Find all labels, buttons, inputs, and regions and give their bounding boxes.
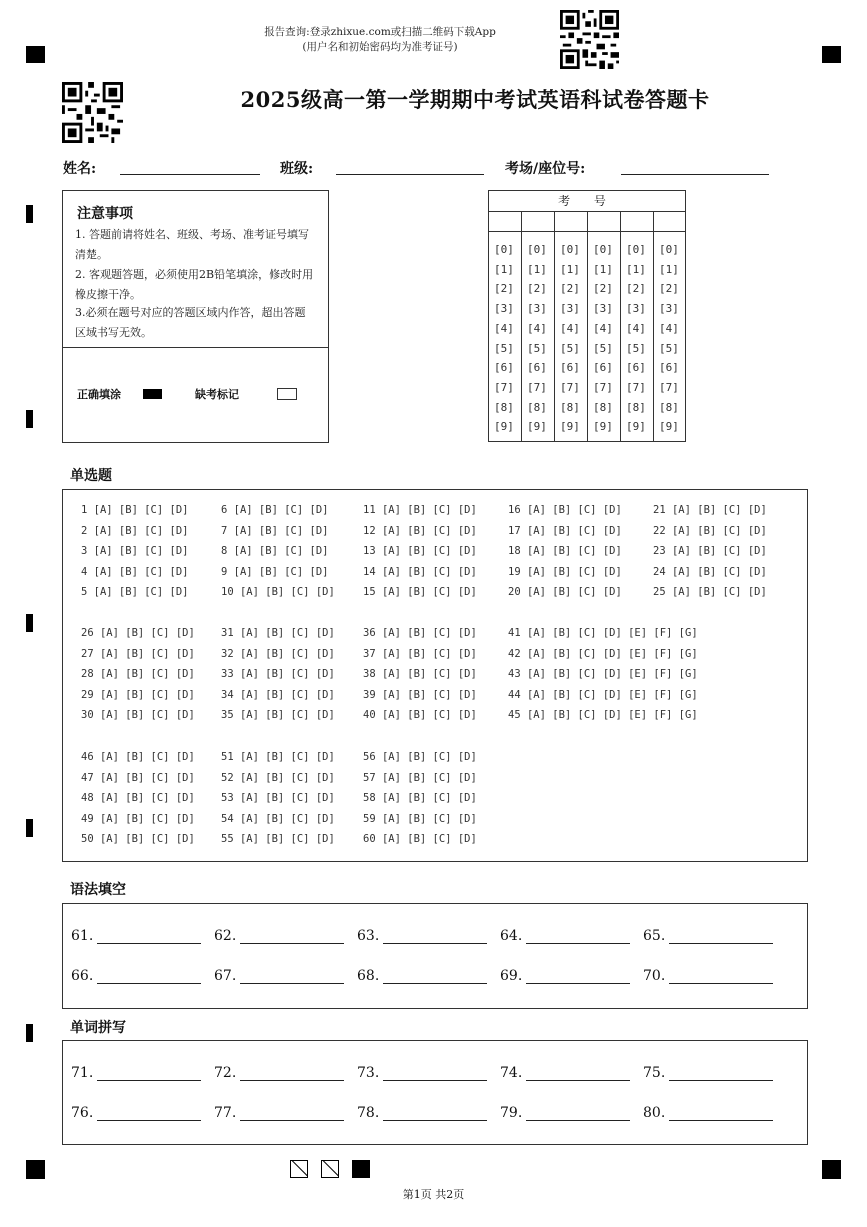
exam-digit-bubble[interactable]: [4] <box>593 321 613 335</box>
choice-question[interactable]: 41 [A] [B] [C] [D] [E] [F] [G] <box>508 627 698 639</box>
choice-question[interactable]: 6 [A] [B] [C] [D] <box>221 504 329 516</box>
exam-digit-bubble[interactable]: [8] <box>527 400 547 414</box>
answer-line[interactable] <box>383 1120 487 1121</box>
page-number: 第1页 共2页 <box>402 1188 465 1201</box>
choice-question[interactable]: 37 [A] [B] [C] [D] <box>363 647 477 660</box>
exam-digit-bubble[interactable]: [6] <box>527 361 547 375</box>
answer-line[interactable] <box>97 1120 201 1121</box>
answer-line[interactable] <box>526 1080 630 1081</box>
choice-question[interactable]: 48 [A] [B] [C] [D] <box>81 792 195 805</box>
correct-fill-sample <box>143 389 162 399</box>
exam-digit-bubble[interactable]: [0] <box>527 243 547 256</box>
grammar-title: 语法填空 <box>70 882 126 898</box>
exam-digit-bubble[interactable]: [8] <box>626 400 646 414</box>
choice-question[interactable]: 42 [A] [B] [C] [D] [E] [F] [G] <box>508 647 698 660</box>
choice-question[interactable]: 18 [A] [B] [C] [D] <box>508 545 622 558</box>
question-number: 73. <box>357 1065 380 1081</box>
answer-line[interactable] <box>383 983 487 984</box>
exam-digit-bubble[interactable]: [8] <box>593 400 613 414</box>
answer-line[interactable] <box>240 983 344 984</box>
choice-question[interactable]: 26 [A] [B] [C] [D] <box>81 627 195 639</box>
choice-question[interactable]: 43 [A] [B] [C] [D] [E] [F] [G] <box>508 668 698 681</box>
timing-mark <box>26 205 33 223</box>
class-field[interactable] <box>336 174 484 175</box>
answer-line[interactable] <box>240 1080 344 1081</box>
exam-number-grid <box>488 190 686 442</box>
choice-question[interactable]: 45 [A] [B] [C] [D] [E] [F] [G] <box>508 709 698 722</box>
exam-digit-bubble[interactable]: [7] <box>659 380 679 394</box>
qr-code-top <box>560 10 619 69</box>
choice-question[interactable]: 36 [A] [B] [C] [D] <box>363 627 477 639</box>
exam-digit-bubble[interactable]: [4] <box>626 321 646 335</box>
question-number: 63. <box>357 928 380 944</box>
exam-digit-bubble[interactable]: [9] <box>659 420 679 434</box>
exam-digit-bubble[interactable]: [4] <box>527 321 547 335</box>
exam-digit-bubble[interactable]: [1] <box>560 262 580 276</box>
exam-digit-bubble[interactable]: [6] <box>659 361 679 375</box>
answer-line[interactable] <box>97 1080 201 1081</box>
exam-digit-bubble[interactable]: [2] <box>527 282 547 296</box>
single-choice-box <box>62 489 808 862</box>
choice-question[interactable]: 44 [A] [B] [C] [D] [E] [F] [G] <box>508 688 698 701</box>
registration-mark <box>26 46 45 63</box>
choice-question[interactable]: 5 [A] [B] [C] [D] <box>81 586 189 599</box>
answer-line[interactable] <box>383 1080 487 1081</box>
choice-question[interactable]: 39 [A] [B] [C] [D] <box>363 688 477 701</box>
grammar-box <box>62 903 808 1009</box>
exam-digit-bubble[interactable]: [2] <box>626 282 646 296</box>
registration-mark <box>822 1160 841 1179</box>
choice-question[interactable]: 29 [A] [B] [C] [D] <box>81 688 195 701</box>
answer-line[interactable] <box>669 943 773 944</box>
choice-question[interactable]: 19 [A] [B] [C] [D] <box>508 565 622 578</box>
exam-digit-bubble[interactable]: [1] <box>626 262 646 276</box>
name-field[interactable] <box>120 174 260 175</box>
report-query-line2: (用户名和初始密码均为准考证号) <box>302 41 458 53</box>
exam-digit-bubble[interactable]: [2] <box>593 282 613 296</box>
timing-mark <box>26 819 33 837</box>
choice-question[interactable]: 49 [A] [B] [C] [D] <box>81 812 195 825</box>
choice-question[interactable]: 9 [A] [B] [C] [D] <box>221 565 329 578</box>
exam-digit-bubble[interactable]: [2] <box>560 282 580 296</box>
choice-question[interactable]: 52 [A] [B] [C] [D] <box>221 771 335 784</box>
question-number: 64. <box>500 928 523 944</box>
choice-question[interactable]: 14 [A] [B] [C] [D] <box>363 565 477 578</box>
registration-mark <box>26 1160 45 1179</box>
timing-mark <box>26 1024 33 1042</box>
timing-mark <box>26 614 33 632</box>
correct-fill-label: 正确填涂 <box>77 388 121 401</box>
exam-digit-bubble[interactable]: [5] <box>659 341 679 355</box>
notes-title: 注意事项 <box>77 206 133 222</box>
page-mark-hatched <box>321 1160 339 1178</box>
choice-question[interactable]: 20 [A] [B] [C] [D] <box>508 586 622 599</box>
question-number: 69. <box>500 968 523 984</box>
choice-question[interactable]: 8 [A] [B] [C] [D] <box>221 545 329 558</box>
exam-digit-bubble[interactable]: [7] <box>527 380 547 394</box>
question-number: 71. <box>71 1065 94 1081</box>
exam-digit-bubble[interactable]: [0] <box>659 243 679 256</box>
question-number: 72. <box>214 1065 237 1081</box>
exam-digit-bubble[interactable]: [3] <box>494 302 514 316</box>
question-number: 80. <box>643 1105 666 1121</box>
answer-line[interactable] <box>97 983 201 984</box>
answer-line[interactable] <box>669 1120 773 1121</box>
exam-digit-bubble[interactable]: [2] <box>659 282 679 296</box>
answer-line[interactable] <box>669 983 773 984</box>
exam-digit-bubble[interactable]: [7] <box>593 380 613 394</box>
question-number: 67. <box>214 968 237 984</box>
question-number: 74. <box>500 1065 523 1081</box>
exam-digit-bubble[interactable]: [7] <box>494 380 514 394</box>
page-title: 2025级高一第一学期期中考试英语科试卷答题卡 <box>240 87 710 112</box>
choice-question[interactable]: 58 [A] [B] [C] [D] <box>363 792 477 805</box>
choice-question[interactable]: 12 [A] [B] [C] [D] <box>363 524 477 537</box>
choice-question[interactable]: 31 [A] [B] [C] [D] <box>221 627 335 639</box>
notes-item: 3.必须在题号对应的答题区域内作答，超出答题区域书写无效。 <box>75 306 306 339</box>
exam-digit-bubble[interactable]: [4] <box>659 321 679 335</box>
report-query-line1: 报告查询:登录zhixue.com或扫描二维码下载App <box>264 26 496 38</box>
choice-question[interactable]: 10 [A] [B] [C] [D] <box>221 586 335 599</box>
question-number: 66. <box>71 968 94 984</box>
choice-question[interactable]: 59 [A] [B] [C] [D] <box>363 812 477 825</box>
answer-line[interactable] <box>240 1120 344 1121</box>
choice-question[interactable]: 57 [A] [B] [C] [D] <box>363 771 477 784</box>
exam-digit-bubble[interactable]: [1] <box>659 262 679 276</box>
exam-digit-bubble[interactable]: [5] <box>494 341 514 355</box>
exam-digit-bubble[interactable]: [4] <box>494 321 514 335</box>
exam-digit-bubble[interactable]: [0] <box>560 243 580 256</box>
choice-question[interactable]: 51 [A] [B] [C] [D] <box>221 751 335 763</box>
exam-digit-bubble[interactable]: [5] <box>593 341 613 355</box>
choice-question[interactable]: 21 [A] [B] [C] [D] <box>653 504 767 516</box>
notes-box <box>62 190 329 443</box>
exam-digit-bubble[interactable]: [1] <box>527 262 547 276</box>
question-number: 61. <box>71 928 94 944</box>
exam-digit-bubble[interactable]: [2] <box>494 282 514 296</box>
answer-line[interactable] <box>240 943 344 944</box>
exam-digit-bubble[interactable]: [9] <box>494 420 514 434</box>
exam-number-header: 考 号 <box>489 191 685 212</box>
choice-question[interactable]: 7 [A] [B] [C] [D] <box>221 524 329 537</box>
choice-question[interactable]: 13 [A] [B] [C] [D] <box>363 545 477 558</box>
exam-digit-bubble[interactable]: [1] <box>593 262 613 276</box>
choice-question[interactable]: 2 [A] [B] [C] [D] <box>81 524 189 537</box>
exam-digit-bubble[interactable]: [9] <box>593 420 613 434</box>
exam-digit-bubble[interactable]: [5] <box>626 341 646 355</box>
choice-question[interactable]: 11 [A] [B] [C] [D] <box>363 504 477 516</box>
exam-digit-bubble[interactable]: [6] <box>560 361 580 375</box>
choice-question[interactable]: 60 [A] [B] [C] [D] <box>363 833 477 846</box>
absent-mark-box[interactable] <box>277 388 297 400</box>
question-number: 78. <box>357 1105 380 1121</box>
exam-digit-bubble[interactable]: [0] <box>494 243 514 256</box>
divider <box>63 347 328 348</box>
exam-digit-bubble[interactable]: [8] <box>560 400 580 414</box>
question-number: 68. <box>357 968 380 984</box>
choice-question[interactable]: 46 [A] [B] [C] [D] <box>81 751 195 763</box>
exam-digit-bubble[interactable]: [3] <box>626 302 646 316</box>
report-query-note <box>200 25 560 55</box>
exam-digit-bubble[interactable]: [9] <box>626 420 646 434</box>
answer-line[interactable] <box>526 943 630 944</box>
answer-line[interactable] <box>526 983 630 984</box>
answer-line[interactable] <box>383 943 487 944</box>
exam-digit-bubble[interactable]: [9] <box>527 420 547 434</box>
choice-question[interactable]: 4 [A] [B] [C] [D] <box>81 565 189 578</box>
question-number: 75. <box>643 1065 666 1081</box>
answer-line[interactable] <box>97 943 201 944</box>
name-label: 姓名: <box>63 161 97 177</box>
choice-question[interactable]: 25 [A] [B] [C] [D] <box>653 586 767 599</box>
exam-digit-bubble[interactable]: [8] <box>659 400 679 414</box>
exam-digit-bubble[interactable]: [5] <box>560 341 580 355</box>
choice-question[interactable]: 32 [A] [B] [C] [D] <box>221 647 335 660</box>
exam-digit-bubble[interactable]: [6] <box>494 361 514 375</box>
exam-digit-bubble[interactable]: [6] <box>626 361 646 375</box>
choice-question[interactable]: 34 [A] [B] [C] [D] <box>221 688 335 701</box>
choice-question[interactable]: 28 [A] [B] [C] [D] <box>81 668 195 681</box>
notes-item: 1. 答题前请将姓名、班级、考场、准考证号填写清楚。 <box>75 228 309 261</box>
seat-field[interactable] <box>621 174 769 175</box>
choice-question[interactable]: 53 [A] [B] [C] [D] <box>221 792 335 805</box>
choice-question[interactable]: 22 [A] [B] [C] [D] <box>653 524 767 537</box>
choice-question[interactable]: 23 [A] [B] [C] [D] <box>653 545 767 558</box>
notes-item: 2. 客观题答题，必须使用2B铅笔填涂，修改时用橡皮擦干净。 <box>75 268 314 301</box>
question-number: 79. <box>500 1105 523 1121</box>
exam-digit-bubble[interactable]: [7] <box>560 380 580 394</box>
choice-question[interactable]: 38 [A] [B] [C] [D] <box>363 668 477 681</box>
timing-mark <box>26 410 33 428</box>
question-number: 62. <box>214 928 237 944</box>
choice-question[interactable]: 3 [A] [B] [C] [D] <box>81 545 189 558</box>
choice-question[interactable]: 54 [A] [B] [C] [D] <box>221 812 335 825</box>
choice-question[interactable]: 35 [A] [B] [C] [D] <box>221 709 335 722</box>
question-number: 76. <box>71 1105 94 1121</box>
choice-question[interactable]: 40 [A] [B] [C] [D] <box>363 709 477 722</box>
choice-question[interactable]: 30 [A] [B] [C] [D] <box>81 709 195 722</box>
exam-digit-bubble[interactable]: [7] <box>626 380 646 394</box>
choice-question[interactable]: 33 [A] [B] [C] [D] <box>221 668 335 681</box>
answer-line[interactable] <box>526 1120 630 1121</box>
spelling-box <box>62 1040 808 1145</box>
page-mark-solid <box>352 1160 370 1178</box>
class-label: 班级: <box>280 161 314 177</box>
seat-label: 考场/座位号: <box>505 161 586 177</box>
page-mark-hatched <box>290 1160 308 1178</box>
exam-digit-bubble[interactable]: [6] <box>593 361 613 375</box>
exam-digit-bubble[interactable]: [3] <box>560 302 580 316</box>
exam-digit-bubble[interactable]: [1] <box>494 262 514 276</box>
choice-question[interactable]: 55 [A] [B] [C] [D] <box>221 833 335 846</box>
choice-question[interactable]: 15 [A] [B] [C] [D] <box>363 586 477 599</box>
exam-digit-bubble[interactable]: [0] <box>626 243 646 256</box>
choice-question[interactable]: 47 [A] [B] [C] [D] <box>81 771 195 784</box>
choice-question[interactable]: 24 [A] [B] [C] [D] <box>653 565 767 578</box>
choice-question[interactable]: 50 [A] [B] [C] [D] <box>81 833 195 846</box>
choice-question[interactable]: 56 [A] [B] [C] [D] <box>363 751 477 763</box>
registration-mark <box>822 46 841 63</box>
exam-digit-bubble[interactable]: [8] <box>494 400 514 414</box>
choice-question[interactable]: 16 [A] [B] [C] [D] <box>508 504 622 516</box>
spelling-title: 单词拼写 <box>70 1020 126 1036</box>
qr-code-student <box>62 82 123 143</box>
question-number: 70. <box>643 968 666 984</box>
exam-digit-bubble[interactable]: [3] <box>659 302 679 316</box>
answer-line[interactable] <box>669 1080 773 1081</box>
exam-digit-bubble[interactable]: [5] <box>527 341 547 355</box>
exam-digit-bubble[interactable]: [4] <box>560 321 580 335</box>
exam-digit-bubble[interactable]: [3] <box>593 302 613 316</box>
single-choice-title: 单选题 <box>70 468 112 484</box>
absent-mark-label: 缺考标记 <box>195 388 239 401</box>
exam-digit-bubble[interactable]: [3] <box>527 302 547 316</box>
choice-question[interactable]: 17 [A] [B] [C] [D] <box>508 524 622 537</box>
choice-question[interactable]: 1 [A] [B] [C] [D] <box>81 504 189 516</box>
exam-digit-bubble[interactable]: [9] <box>560 420 580 434</box>
choice-question[interactable]: 27 [A] [B] [C] [D] <box>81 647 195 660</box>
exam-digit-bubble[interactable]: [0] <box>593 243 613 256</box>
question-number: 77. <box>214 1105 237 1121</box>
question-number: 65. <box>643 928 666 944</box>
